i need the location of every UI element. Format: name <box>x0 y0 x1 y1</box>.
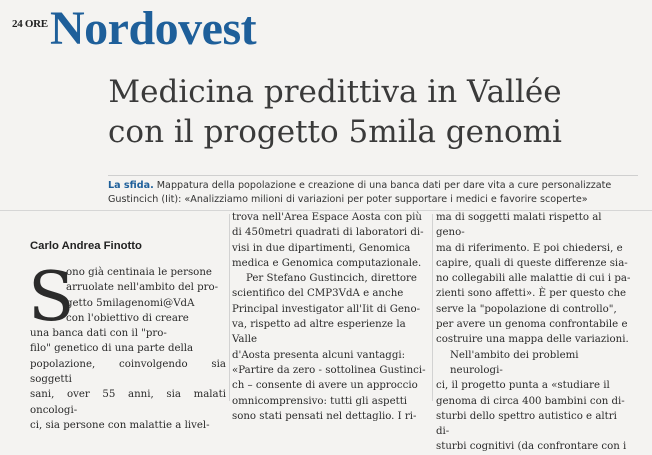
column-line: con l'obiettivo di creare <box>66 312 189 324</box>
subhead <box>108 175 638 207</box>
drop-cap: S <box>28 258 75 337</box>
headline <box>40 72 630 152</box>
column-line: ono già centinaia le persone <box>66 267 212 278</box>
section-title: Nordovest <box>50 2 257 55</box>
column-line: visi in due dipartimenti, Genomica <box>232 242 411 254</box>
column-line: sturbi dello spettro autistico e altri di- <box>436 410 617 438</box>
subhead-line-1: Mappatura della popolazione e creazione di una banca dati per dare vita a cure personalizzate <box>153 180 612 191</box>
column-line: sturbi cognitivi (da confrontare con i <box>436 441 627 453</box>
column-line: ch – consente di avere un approccio <box>232 380 418 392</box>
article-column-1 <box>28 258 226 433</box>
byline: Carlo Andrea Finotto <box>30 240 142 252</box>
column-line: Nell'ambito dei problemi neurologi- <box>450 349 579 376</box>
column-line: scientifico del CMP3VdA e anche <box>232 288 404 300</box>
subhead-lead: La sfida. <box>108 180 154 191</box>
column-line: per avere un genoma confrontabile e <box>436 319 628 331</box>
column-line: medica e Genomica computazionale. <box>232 257 422 269</box>
headline-line-2: con il progetto 5mila genomi <box>108 114 562 150</box>
column-divider <box>229 214 230 401</box>
column-line: getto 5milagenomi@VdA <box>66 297 195 309</box>
column-line: no collegabili alle malattie di cui i pa- <box>436 273 631 285</box>
column-line: di 450metri quadrati di laboratori di- <box>232 227 424 239</box>
column-line: Per Stefano Gustincich, direttore <box>246 273 417 285</box>
article-column-2 <box>232 210 428 424</box>
column-line: filo" genetico di una parte della <box>30 343 194 355</box>
masthead <box>8 4 648 62</box>
column-line: d'Aosta presenta alcuni vantaggi: <box>232 349 406 361</box>
headline-line-1: Medicina predittiva in Vallée <box>108 74 562 110</box>
column-line: ma di soggetti malati rispetto al geno- <box>436 212 602 239</box>
column-line: sono stati pensati nel dettaglio. I ri- <box>232 410 417 422</box>
column-line: serve la "popolazione di controllo", <box>436 303 617 315</box>
column-line: arruolate nell'ambito del pro- <box>66 282 219 294</box>
column-line: omnicomprensivo: tutti gli aspetti <box>232 395 408 407</box>
column-line: ci, il progetto punta a «studiare il <box>436 380 610 392</box>
column-line: Principal investigator all'Iit di Geno- <box>232 303 421 315</box>
column-divider <box>432 214 433 401</box>
column-line: genoma di circa 400 bambini con di- <box>436 395 625 407</box>
subhead-line-2: Gustincich (Iit): «Analizziamo milioni di variazioni per poter supportare i medici e favorire scoperte» <box>108 194 588 205</box>
column-line: popolazione, coinvolgendo sia soggetti <box>30 358 226 386</box>
article-column-3 <box>436 210 632 455</box>
column-line: capire, quali di queste differenze sia- <box>436 257 628 269</box>
column-line: costruire una mappa delle variazioni. <box>436 334 629 346</box>
column-line: ci, sia persone con malattie a livel- <box>30 419 210 431</box>
column-line: «Partire da zero - sottolinea Gustinci- <box>232 364 426 376</box>
brand-logo: 24 ORE <box>12 18 48 30</box>
column-line: va, rispetto ad altre esperienze la Valle <box>232 319 406 346</box>
column-line: sani, over 55 anni, sia malati oncologi- <box>30 389 226 416</box>
column-line: trova nell'Area Espace Aosta con più <box>232 212 422 223</box>
column-line: zienti sono affetti». È per questo che <box>436 288 627 300</box>
column-line: una banca dati con il "pro- <box>30 328 167 340</box>
column-line: ma di riferimento. E poi chiedersi, e <box>436 242 623 254</box>
